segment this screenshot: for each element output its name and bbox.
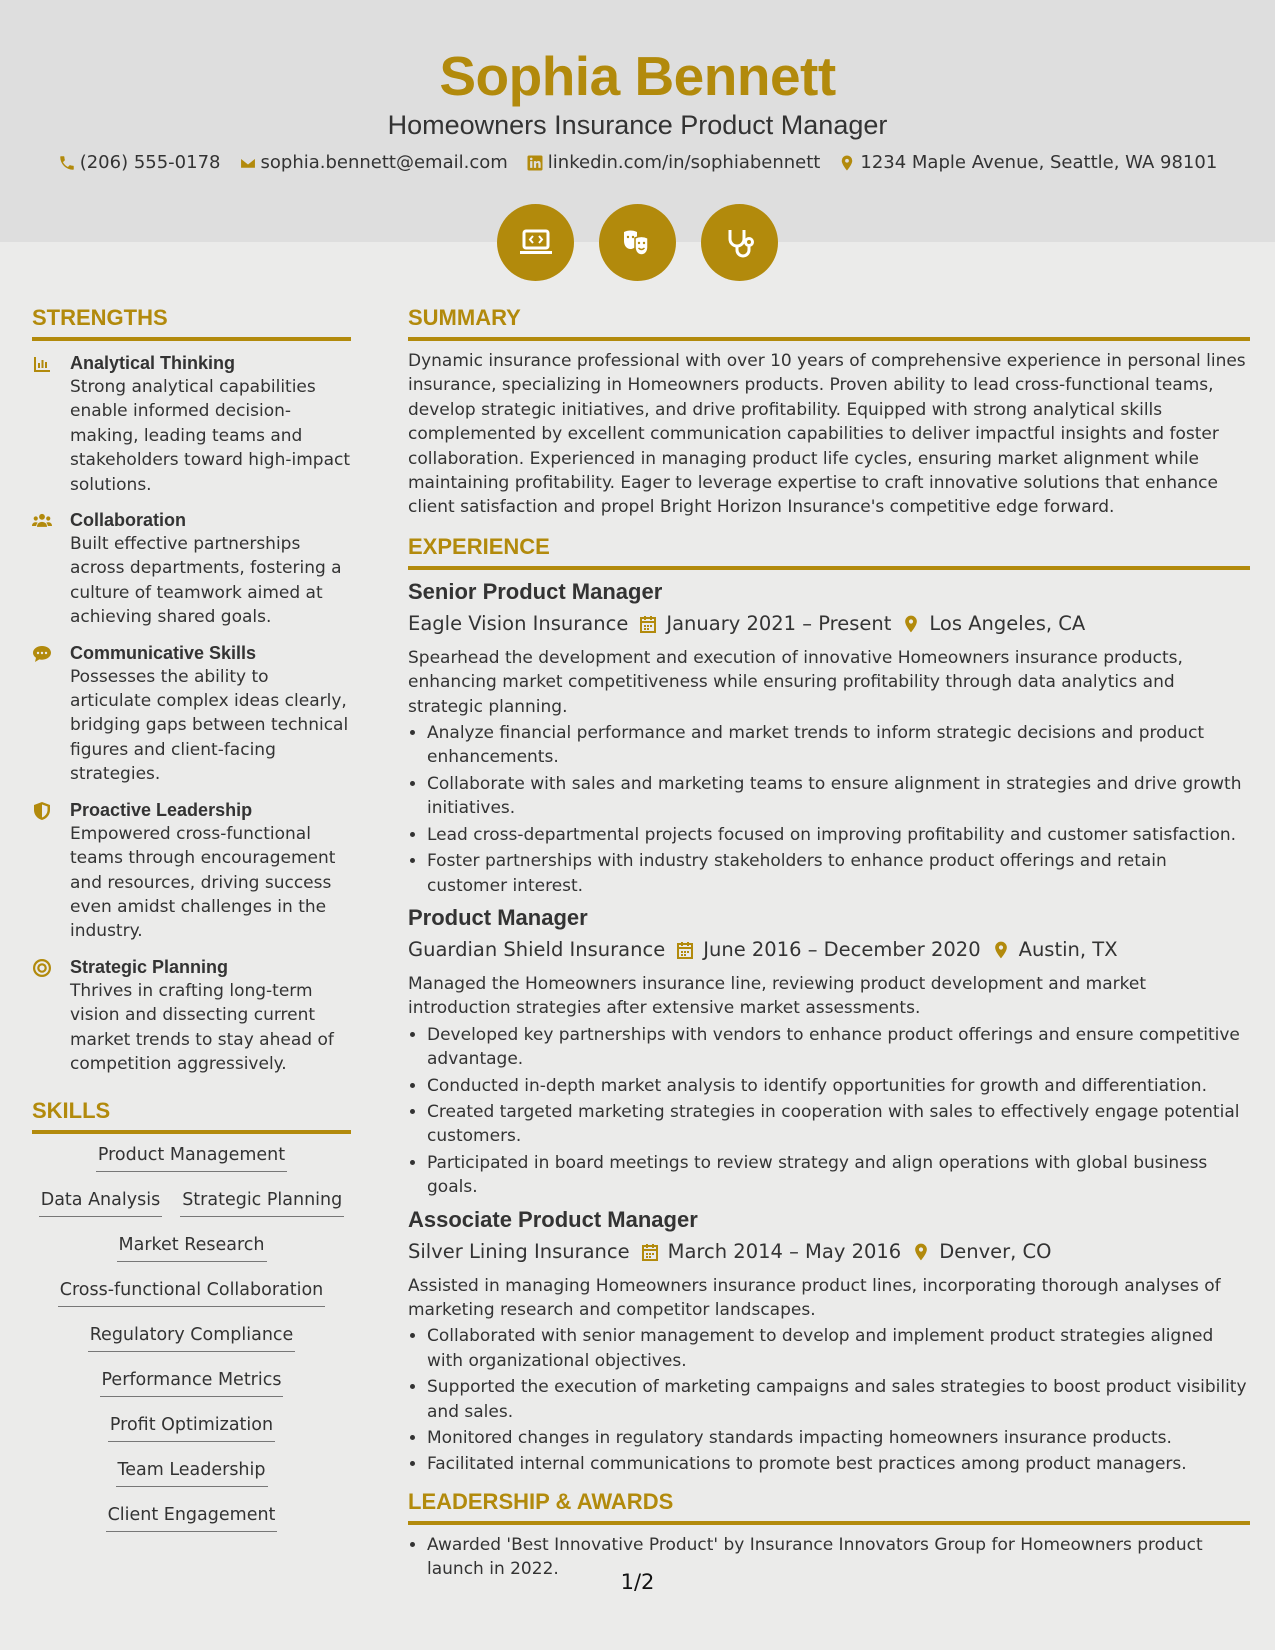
badge-masks <box>599 204 676 281</box>
job-description: Assisted in managing Homeowners insurance product lines, incorporating thorough analyses of marketing research and competitor landscapes. <box>408 1275 1221 1320</box>
summary-heading: SUMMARY <box>408 305 1250 341</box>
strength-title: Collaboration <box>70 510 186 531</box>
shield-icon <box>32 801 52 821</box>
list-item: • Created targeted marketing strategies in cooperation with sales to effectively engage potential customers. <box>427 1100 1250 1149</box>
summary-text: Dynamic insurance professional with over 10 years of comprehensive experience in personal lines insurance, specializing in Homeowners products. Proven ability to lead cross-functional teams, develop strategic initiatives, and drive profitability. Equipped with strong analytical skills complemented by excellent communication capabilities to deliver impactful insights and foster collaboration. Experienced in managing product life cycles, ensuring market alignment while maintaining profitability. Eager to leverage expertise to craft innovative solutions that enhance client satisfaction and propel Bright Horizon Insurance's competitive edge forward. <box>408 351 1246 518</box>
skills-heading: SKILLS <box>32 1098 351 1134</box>
strength-item <box>32 508 351 630</box>
strength-title: Analytical Thinking <box>70 353 236 373</box>
job-location: Denver, CO <box>939 1239 1052 1263</box>
contact-phone[interactable] <box>58 152 221 173</box>
badge-laptop <box>497 204 574 281</box>
job-title: Senior Product Manager <box>408 578 663 604</box>
list-item: • Collaborate with sales and marketing teams to ensure alignment in strategies and drive growth initiatives. <box>427 772 1250 821</box>
target-icon <box>32 958 52 978</box>
job-meta <box>408 936 1250 964</box>
calendar-icon <box>638 614 658 634</box>
job-bullets <box>408 1023 1250 1200</box>
map-pin-icon <box>991 940 1011 960</box>
interest-badges <box>0 204 1275 281</box>
list-item: • Collaborated with senior management to develop and implement product strategies aligned with organizational objectives. <box>427 1324 1250 1373</box>
job-entry <box>408 578 1250 898</box>
skill-tag: Strategic Planning <box>180 1189 344 1217</box>
bar-chart-icon <box>32 354 52 374</box>
strength-text: Strong analytical capabilities enable informed decision-making, leading teams and stakeholders toward high-impact solutions. <box>70 377 351 495</box>
list-item: • Lead cross-departmental projects focused on improving profitability and customer satisfaction. <box>427 823 1250 847</box>
skill-tag: Cross-functional Collaboration <box>58 1279 326 1307</box>
strength-title: Communicative Skills <box>70 642 257 663</box>
linkedin-text: linkedin.com/in/sophiabennett <box>547 152 821 173</box>
candidate-name: Sophia Bennett <box>439 45 836 107</box>
contact-linkedin[interactable] <box>526 152 821 173</box>
job-bullets <box>408 1324 1250 1476</box>
stethoscope-icon <box>720 223 760 263</box>
comment-icon <box>32 644 52 664</box>
phone-text: (206) 555-0178 <box>79 152 221 173</box>
calendar-icon <box>640 1242 660 1262</box>
experience-heading: EXPERIENCE <box>408 534 1250 570</box>
job-company: Guardian Shield Insurance <box>408 937 666 961</box>
strength-title: Strategic Planning <box>70 956 229 977</box>
skill-tag: Data Analysis <box>39 1189 162 1217</box>
contact-address <box>838 152 1217 173</box>
job-meta <box>408 1238 1250 1266</box>
linkedin-icon <box>526 154 544 172</box>
skills-list <box>32 1144 351 1532</box>
skill-tag: Performance Metrics <box>100 1369 284 1397</box>
calendar-icon <box>675 940 695 960</box>
job-title: Product Manager <box>408 904 588 930</box>
strength-item <box>32 798 351 944</box>
list-item: • Awarded 'Best Innovative Product' by Insurance Innovators Group for Homeowners product launch in 2022. <box>427 1533 1250 1582</box>
job-title: Associate Product Manager <box>408 1206 698 1232</box>
skill-tag: Client Engagement <box>106 1504 278 1532</box>
list-item: • Facilitated internal communications to promote best practices among product managers. <box>427 1452 1250 1476</box>
strength-title: Proactive Leadership <box>70 799 253 820</box>
map-pin-icon <box>838 154 856 172</box>
skill-tag: Regulatory Compliance <box>88 1324 296 1352</box>
strength-text: Empowered cross-functional teams through encouragement and resources, driving success even amidst challenges in the industry. <box>70 823 336 942</box>
list-item: • Developed key partnerships with vendors to enhance product offerings and ensure competitive advantage. <box>427 1023 1250 1072</box>
job-company: Eagle Vision Insurance <box>408 611 629 635</box>
strength-text: Built effective partnerships across departments, fostering a culture of teamwork aimed at achieving shared goals. <box>70 534 342 628</box>
strength-item <box>32 955 351 1077</box>
job-location: Austin, TX <box>1018 937 1118 961</box>
skill-tag: Product Management <box>96 1144 287 1172</box>
strength-text: Possesses the ability to articulate complex ideas clearly, bridging gaps between technical figures and client-facing strategies. <box>70 666 349 785</box>
job-company: Silver Lining Insurance <box>408 1239 630 1263</box>
strength-item <box>32 641 351 787</box>
contact-email[interactable] <box>239 152 508 173</box>
list-item: • Foster partnerships with industry stakeholders to enhance product offerings and retain customer interest. <box>427 849 1250 898</box>
job-bullets <box>408 721 1250 898</box>
skill-tag: Market Research <box>117 1234 267 1262</box>
job-dates: January 2021 – Present <box>666 611 892 635</box>
strength-text: Thrives in crafting long-term vision and dissecting current market trends to stay ahead of competition aggressively. <box>70 980 334 1074</box>
job-meta <box>408 610 1250 638</box>
email-text: sophia.bennett@email.com <box>260 152 508 173</box>
list-item: • Supported the execution of marketing campaigns and sales strategies to boost product visibility and sales. <box>427 1375 1250 1424</box>
laptop-code-icon <box>516 223 556 263</box>
job-dates: June 2016 – December 2020 <box>703 937 981 961</box>
list-item: • Analyze financial performance and market trends to inform strategic decisions and product enhancements. <box>427 721 1250 770</box>
list-item: • Monitored changes in regulatory standards impacting homeowners insurance products. <box>427 1426 1250 1450</box>
right-column <box>408 305 1250 1588</box>
candidate-role: Homeowners Insurance Product Manager <box>387 110 888 140</box>
strengths-heading: STRENGTHS <box>32 305 351 341</box>
theater-masks-icon <box>618 223 658 263</box>
awards-heading: LEADERSHIP & AWARDS <box>408 1489 1250 1525</box>
job-dates: March 2014 – May 2016 <box>667 1239 902 1263</box>
strength-item <box>32 351 351 497</box>
job-entry <box>408 904 1250 1200</box>
job-description: Spearhead the development and execution of innovative Homeowners insurance products, enhancing market competitiveness while ensuring profitability through data analytics and strategic planning. <box>408 647 1183 717</box>
users-icon <box>32 511 52 531</box>
page-number: 1/2 <box>620 1570 655 1594</box>
job-description: Managed the Homeowners insurance line, reviewing product development and market introduction strategies after extensive market assessments. <box>408 973 1146 1019</box>
list-item: • Participated in board meetings to review strategy and align operations with global business goals. <box>427 1151 1250 1200</box>
contact-bar <box>0 152 1275 173</box>
map-pin-icon <box>901 614 921 634</box>
address-text: 1234 Maple Avenue, Seattle, WA 98101 <box>860 152 1218 173</box>
job-entry <box>408 1206 1250 1477</box>
phone-icon <box>58 154 76 172</box>
list-item: • Conducted in-depth market analysis to identify opportunities for growth and differentiation. <box>427 1074 1250 1098</box>
envelope-icon <box>239 154 257 172</box>
skill-tag: Profit Optimization <box>108 1414 275 1442</box>
map-pin-icon <box>911 1242 931 1262</box>
badge-stethoscope <box>701 204 778 281</box>
skill-tag: Team Leadership <box>116 1459 268 1487</box>
job-location: Los Angeles, CA <box>929 611 1086 635</box>
left-column <box>32 305 351 1532</box>
